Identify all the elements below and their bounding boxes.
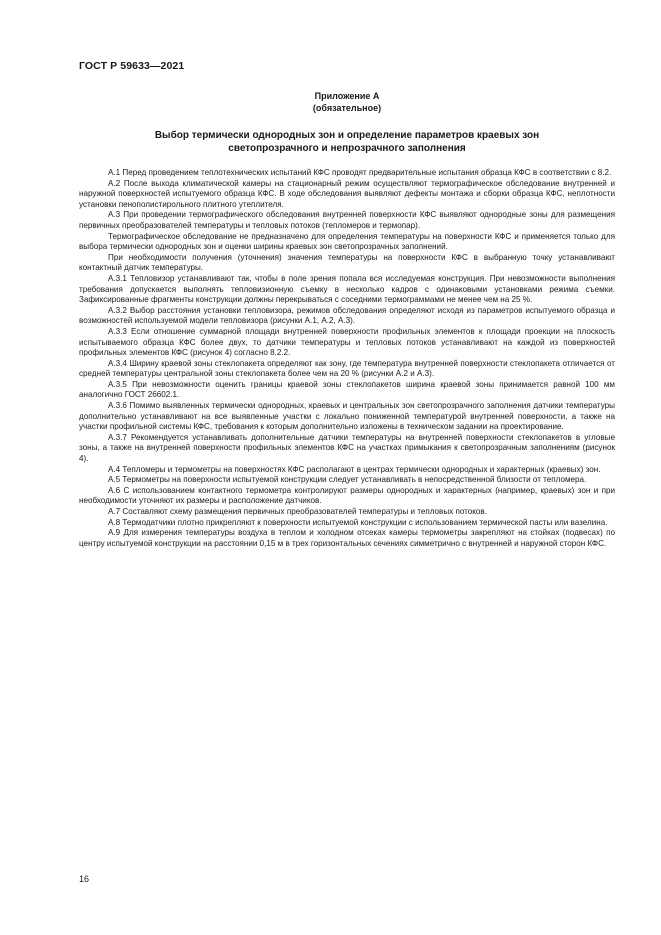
paragraph-a3-contact: При необходимости получения (уточнения) значения температуры на поверхности КФС в выбранную точку устанавливают контактный датчик температуры. (79, 252, 615, 273)
paragraph-a7: А.7 Составляют схему размещения первичных преобразователей температуры и тепловых потоков. (108, 507, 487, 516)
paragraph-a8: А.8 Термодатчики плотно прикрепляют к поверхности испытуемой конструкции с использованием термической пасты или вазелина. (108, 517, 608, 527)
section-title (79, 129, 615, 155)
paragraph-a1: А.1 Перед проведением теплотехнических испытаний КФС проводят предварительные испытания образца КФС в соответствии с 8.2. (108, 168, 612, 177)
section-title-line-2: светопрозрачного и непрозрачного заполнения (228, 143, 466, 154)
paragraph-a5: А.5 Термометры на поверхности испытуемой конструкции следует устанавливать в непосредственной близости от тепломера. (108, 475, 587, 485)
paragraph-a3-7: А.3.7 Рекомендуется устанавливать дополнительные датчики температуры на внутренней поверхности стеклопакетов в угловые зоны, а также на внутренней поверхности профильных элементов КФС на участках примыкания к светопрозрачным заполнениям (рисунок 4). (79, 432, 615, 464)
paragraph-a3-1: А.3.1 Тепловизор устанавливают так, чтобы в поле зрения попала вся исследуемая конструкция. При невозможности выполнения требования допускается выполнять тепловизионную съемку в несколько кадров с одинаковыми установками режима съемки. Зафиксированные фрагменты конструкции должны перекрываться с соседними термограммами не менее чем на 25 %. (79, 273, 615, 305)
paragraph-a3-3: А.3.3 Если отношение суммарной площади внутренней поверхности профильных элементов к площади проекции на плоскость испытываемого образца КФС более двух, то датчики температуры и тепловых потоков устанавливают на каждой из поверхностей профильных элементов КФС (рисунок 4) согласно 8.2.2. (79, 326, 615, 358)
appendix-heading (79, 90, 615, 114)
paragraph-a4: А.4 Тепломеры и термометры на поверхностях КФС располагают в центрах термически однородных и характерных (краевых) зон. (108, 464, 601, 474)
section-title-line-1: Выбор термически однородных зон и определение параметров краевых зон (154, 130, 540, 141)
paragraph-a3-5: А.3.5 При невозможности оценить границы краевой зоны стеклопакетов ширина краевой зоны принимается равной 100 мм аналогично ГОСТ 26602.1. (79, 379, 615, 400)
paragraph-a6: А.6 С использованием контактного термометра контролируют размеры однородных и характерных (например, краевых) зон и при необходимости уточняют их размеры и расположение датчиков. (79, 485, 615, 506)
body-text (79, 168, 615, 549)
paragraph-a3-4: А.3.4 Ширину краевой зоны стеклопакета определяют как зону, где температура внутренней поверхности стеклопакета отличается от средней температуры центральной зоны стеклопакета более чем на 20 % (рисунки А.2 и А.3). (79, 358, 615, 379)
paragraph-a3-note: Термографическое обследование не предназначено для определения температуры на поверхности КФС и применяется только для выбора термически однородных зон и оценки ширины краевых зон светопрозрачных заполнений. (79, 231, 615, 252)
appendix-title: Приложение А (314, 91, 380, 101)
paragraph-a3: А.3 При проведении термографического обследования внутренней поверхности КФС выявляют однородные зоны для размещения первичных преобразователей температуры и тепловых потоков (тепломеров и термопар). (79, 210, 615, 230)
document-header: ГОСТ Р 59633—2021 (79, 60, 185, 72)
paragraph-a2: А.2 После выхода климатической камеры на стационарный режим осуществляют термографическое обследование внутренней и наружной поверхностей испытуемого образца КФС. В ходе обследования выявляют дефекты монтажа и сборки образца КФС, неплотности установки пенополистирольного плитного утеплителя. (79, 178, 615, 209)
paragraph-a3-2: А.3.2 Выбор расстояния установки тепловизора, режимов обследования определяют исходя из параметров испытуемого образца и возможностей используемой модели тепловизора (рисунки А.1, А.2, А.3). (79, 305, 615, 326)
appendix-note: (обязательное) (312, 103, 382, 113)
paragraph-a3-6: А.3.6 Помимо выявленных термически однородных, краевых и центральных зон светопрозрачного заполнения датчики температуры дополнительно устанавливают на все выявленные участки с локально пониженной температурой внутренней поверхности, а также на участки профильной системы КФС, требования к которым дополнительно изложены в техническом задании на проектирование. (79, 401, 615, 432)
paragraph-a9: А.9 Для измерения температуры воздуха в теплом и холодном отсеках камеры термометры закрепляют на стойках (подвесах) по центру испытуемой конструкции на расстоянии 0,15 м в трех горизонтальных сечениях симметрично с внутренней и наружной сторон КФС. (79, 528, 615, 548)
page-number: 16 (79, 874, 90, 884)
